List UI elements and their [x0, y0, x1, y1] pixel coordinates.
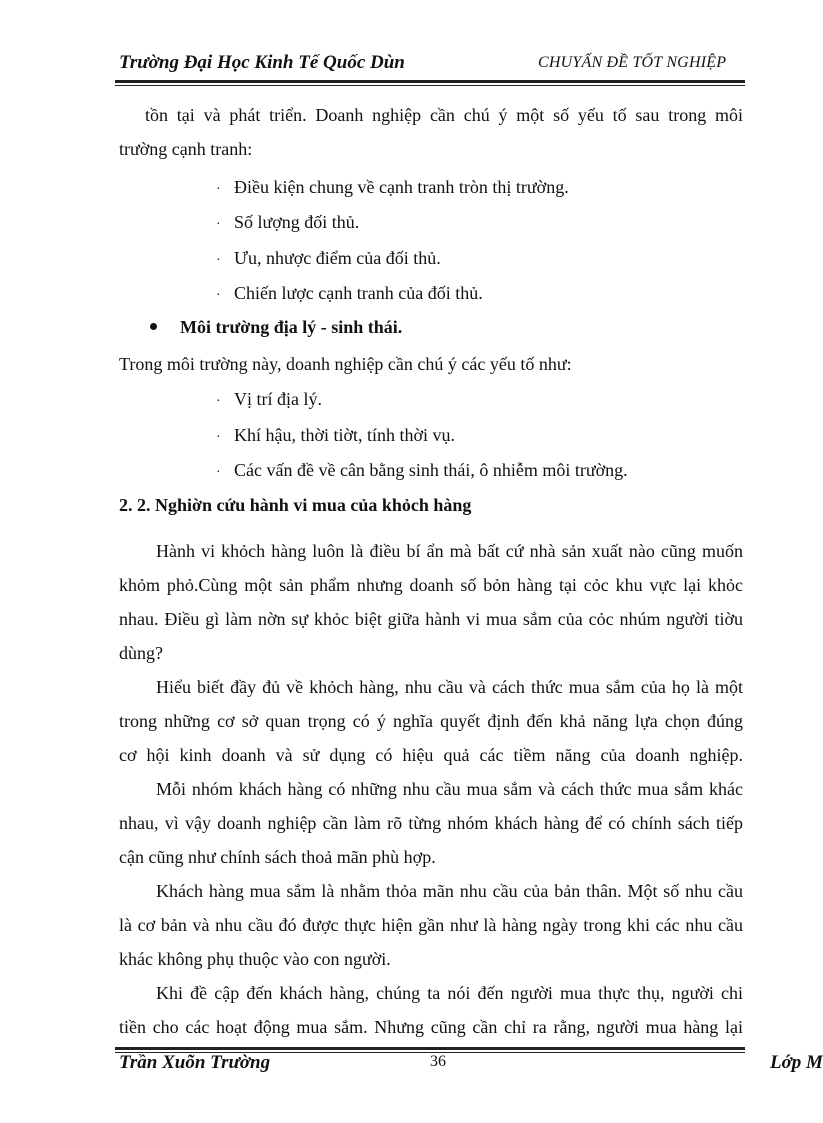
- competition-item: · Ưu, nhược điểm của đối thủ.: [216, 247, 441, 272]
- para4-line: là cơ bản và nhu cầu đó được thực hiện gần như là hàng ngày trong khi các nhu cầu: [119, 915, 743, 935]
- para1-line: dùng?: [119, 643, 163, 663]
- bullet-dot: ·: [216, 394, 221, 409]
- para3-line: cận cũng như chính sách thoả mãn phù hợp.: [119, 847, 436, 867]
- header-document-type: CHUYẤN ĐỀ TỐT NGHIỆP: [538, 54, 727, 71]
- geo-item: · Các vấn đề về cân bằng sinh thái, ô nhiễm môi trường.: [216, 459, 628, 484]
- circle-bullet-icon: [150, 323, 157, 330]
- bullet-dot: ·: [216, 288, 221, 303]
- para2-line: cơ hội kinh doanh và sử dụng có hiệu quả các tiềm năng của doanh nghiệp.: [119, 745, 743, 765]
- geo-item: · Vị trí địa lý.: [216, 388, 322, 413]
- header-rule-thin: [115, 85, 745, 86]
- bullet-dot: ·: [216, 430, 221, 445]
- intro-line-1: tồn tại và phát triển. Doanh nghiệp cần chú ý một số yếu tố sau trong môi: [145, 105, 743, 125]
- footer-class: Lớp M: [770, 1052, 823, 1073]
- geo-heading: Môi trường địa lý - sinh thái.: [180, 317, 403, 337]
- header-school-name: Trường Đại Học Kinh Tế Quốc Dùn: [119, 52, 405, 73]
- para4-line: Khách hàng mua sắm là nhằm thỏa mãn nhu cầu của bản thân. Một số nhu cầu: [156, 881, 743, 901]
- bullet-dot: ·: [216, 253, 221, 268]
- bullet-dot: ·: [216, 182, 221, 197]
- para2-line: trong những cơ sở quan trọng có ý nghĩa quyết định đến khả năng lựa chọn đúng: [119, 711, 743, 731]
- competition-item: · Số lượng đối thủ.: [216, 211, 359, 236]
- intro-line-2: trường cạnh tranh:: [119, 139, 253, 159]
- section-heading: 2. 2. Nghiờn cứu hành vi mua của khỏch hàng: [119, 495, 472, 515]
- para5-line: tiền cho các hoạt động mua sắm. Nhưng cũng cần chỉ ra rằng, người mua hàng lại: [119, 1017, 743, 1037]
- geo-item: · Khí hậu, thời tiờt, tính thời vụ.: [216, 424, 455, 449]
- footer-rule-thick: [115, 1047, 745, 1050]
- footer-author: Trần Xuõn Trường: [119, 1052, 271, 1073]
- para4-line: khác không phụ thuộc vào con người.: [119, 949, 391, 969]
- para3-line: nhau, vì vậy doanh nghiệp cần làm rõ từng nhóm khách hàng để có chính sách tiếp: [119, 813, 743, 833]
- para1-line: khỏm phỏ.Cùng một sản phẩm nhưng doanh số bỏn hàng tại cỏc khu vực lại khỏc: [119, 575, 743, 595]
- para1-line: nhau. Điều gì làm nờn sự khỏc biệt giữa hành vi mua sắm của cỏc nhúm người tiờu: [119, 609, 743, 629]
- competition-item: · Điều kiện chung về cạnh tranh tròn thị trường.: [216, 176, 569, 201]
- footer-page-number: 36: [430, 1053, 446, 1070]
- para5-line: Khi đề cập đến khách hàng, chúng ta nói đến người mua thực thụ, người chi: [156, 983, 743, 1003]
- bullet-dot: ·: [216, 465, 221, 480]
- para1-line: Hành vi khỏch hàng luôn là điều bí ẩn mà bất cứ nhà sản xuất nào cũng muốn: [156, 541, 743, 561]
- bullet-dot: ·: [216, 217, 221, 232]
- header-rule-thick: [115, 80, 745, 83]
- para2-line: Hiểu biết đầy đủ về khỏch hàng, nhu cầu và cách thức mua sắm của họ là một: [156, 677, 743, 697]
- geo-intro: Trong môi trường này, doanh nghiệp cần chú ý các yếu tố như:: [119, 354, 572, 374]
- para3-line: Mỗi nhóm khách hàng có những nhu cầu mua sắm và cách thức mua sắm khác: [156, 779, 743, 799]
- competition-item: · Chiến lược cạnh tranh của đối thủ.: [216, 282, 483, 307]
